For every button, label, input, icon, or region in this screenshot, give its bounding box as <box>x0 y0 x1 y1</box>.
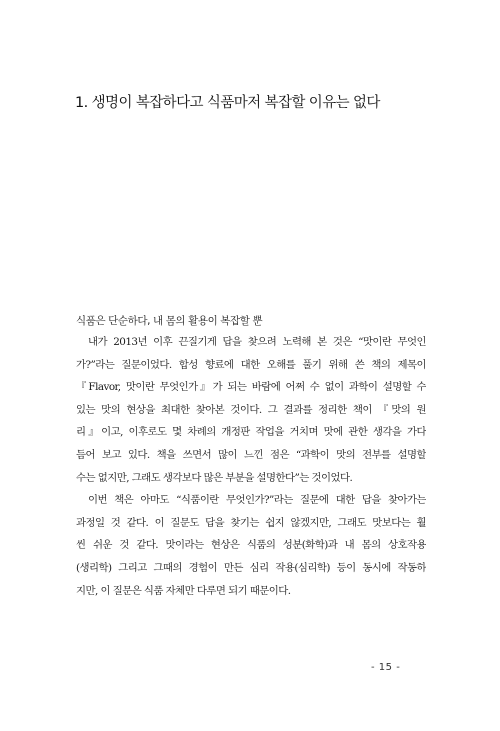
chapter-title: 1. 생명이 복잡하다고 식품마저 복잡할 이유는 없다 <box>75 95 380 111</box>
page-number: - 15 - <box>371 662 401 673</box>
paragraph-1-line-1: 내가 2013년 이후 끈질기게 답을 찾으려 노력해 본 것은 “맛이란 무엇인 <box>88 336 426 348</box>
paragraph-1-line-4: 있는 맛의 현상을 최대한 찾아본 것이다. 그 결과를 정리한 책이 『맛의 원 <box>76 403 426 416</box>
section-heading: 식품은 단순하다, 내 몸의 활용이 복잡할 뿐 <box>76 315 263 327</box>
paragraph-2-line-1: 이번 책은 아마도 “식품이란 무엇인가?”라는 질문에 대한 답을 찾아가는 <box>88 494 426 507</box>
paragraph-1-line-6: 듬어 보고 있다. 책을 쓰면서 많이 느낀 점은 “과학이 맛의 전부를 설명할 <box>76 448 426 461</box>
paragraph-1-line-5: 리』이고, 이후로도 몇 차례의 개정판 작업을 거치며 맛에 관한 생각을 가다 <box>76 426 426 439</box>
paragraph-1-line-2: 가?”라는 질문이었다. 합성 향료에 대한 오해를 풀기 위해 쓴 책의 제목이 <box>76 358 426 371</box>
body-text <box>76 331 426 602</box>
paragraph-2-line-5: 지만, 이 질문은 식품 자체만 다루면 되기 때문이다. <box>76 584 291 597</box>
paragraph-2-line-3: 씬 쉬운 것 같다. 맛이라는 현상은 식품의 성분(화학)과 내 몸의 상호작용 <box>76 539 426 552</box>
paragraph-2-line-2: 과정일 것 같다. 이 질문도 답을 찾기는 쉽지 않겠지만, 그래도 맛보다는 훨 <box>76 516 426 529</box>
paragraph-1-line-3: 『Flavor, 맛이란 무엇인가』가 되는 바람에 어쩌 수 없이 과학이 설명할 수 <box>76 381 426 394</box>
paragraph-2-line-4: (생리학) 그리고 그때의 경험이 만든 심리 작용(심리학) 등이 동시에 작동하 <box>76 561 426 574</box>
paragraph-1-line-7: 수는 없지만, 그래도 생각보다 많은 부분을 설명한다”는 것이었다. <box>76 471 353 484</box>
